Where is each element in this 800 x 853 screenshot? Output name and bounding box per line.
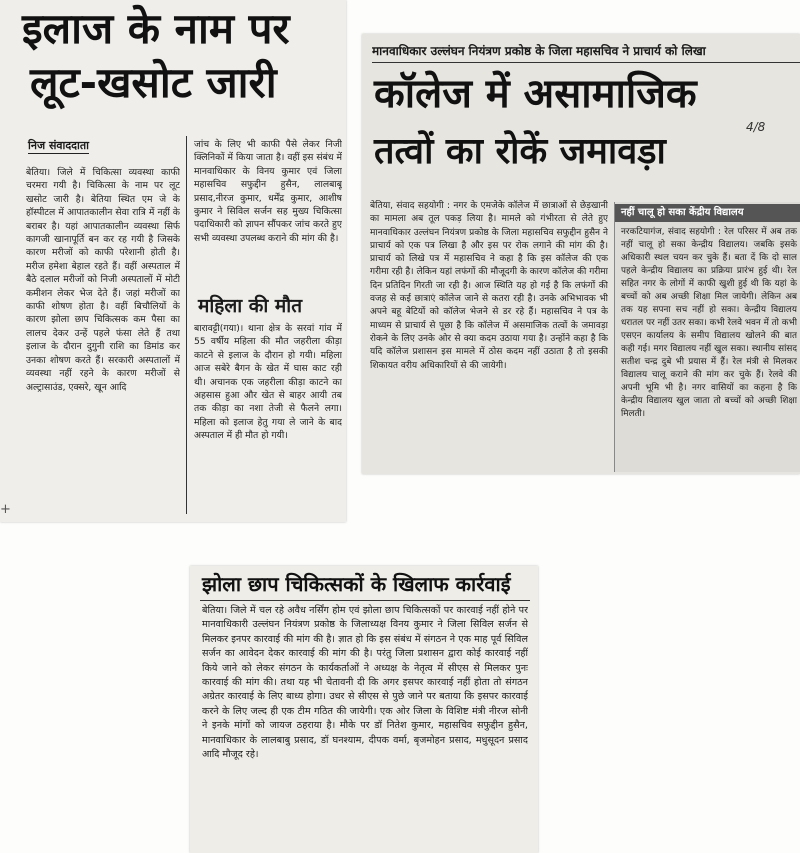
column-2-text: जांच के लिए भी काफी पैसे लेकर निजी क्लिनिकों में किया जाता है। वहीं इस संबंध में मानवाधिकार के विनय कुमार एवं जिला महासचिव सफुद्दीन हुसैन, लालबाबू प्रसाद,नीरज कुमार, धर्मेंद्र कुमार, आशीष कुमार ने सिविल सर्जन सह मुख्य चिकित्सा पदाधिकारी को ज्ञापन सौंपकर जांच करते हुए सभी व्यवस्था उपलब्ध कराने की मांग की है। (194, 139, 342, 244)
headline-line-1: कॉलेज में असामाजिक (374, 71, 697, 117)
page-mark: 4/8 (746, 120, 766, 134)
headline-line-1: इलाज के नाम पर (22, 4, 290, 53)
column-2-story-text: बारावट्टी(गया)। थाना क्षेत्र के सरवां गांव में 55 वर्षीय महिला की मौत जहरीला कीड़ा काटने से इलाज के दौरान हो गयी। महिला आज सबेरे बैगन के खेत में घास काट रही थी। अचानक एक जहरीला कीड़ा काटने का अहसास हुआ और खेत से बाहर आयी तब तक कीड़ा का नशा तेजी से फैलने लगा। महिला को इलाज हेतु गया ले जाने के बाद अस्पताल में ही मौत हो गयी। (194, 323, 342, 442)
sidebar-box (614, 202, 800, 472)
sidebar-body: नरकटियागंज, संवाद सहयोगी : रेल परिसर में अब तक नहीं चालू हो सका केन्द्रीय विद्यालय। जबकि इसके अधिकारी स्थल चयन कर चुके हैं। बता दें कि दो साल पहले केन्द्रीय विद्यालय का प्रक्रिया प्रारंभ हुई थी। रेल सहित नगर के लोगों में काफी खुशी हुई थी कि यहां के बच्चों को अब अच्छी शिक्षा मिल जायेगी। लेकिन अब तक यह सपना सच नहीं हो सका। केन्द्रीय विद्यालय धरातल पर नहीं उतर सका। कभी रेलवे भवन में तो कभी एसएन कार्यालय के समीप विद्यालय खोलने की बात कही गई। मगर विद्यालय नहीं खुल सका। स्थानीय सांसद सतीश चन्द्र दुबे भी प्रयास में हैं। रेल मंत्री से मिलकर विद्यालय चालू कराने की मांग कर चुके हैं। रेलवे की अपनी भूमि भी है। नगर वासियों का कहना है कि केन्द्रीय विद्यालय खुल जाता तो बच्चों को अच्छी शिक्षा मिलती। (621, 227, 797, 419)
clipping-quack-doctors (190, 566, 538, 853)
clipping-health-loot (0, 0, 346, 522)
sidebar-title: नहीं चालू हो सका केंद्रीय विद्यालय (615, 204, 800, 222)
byline: निज संवाददाता (28, 139, 89, 152)
kicker-rule (372, 62, 800, 63)
headline-line-2: लूट-खसोट जारी (30, 58, 277, 107)
article-body: बेतिया। जिले में चल रहे अवैध नर्सिंग होम एवं झोला छाप चिकित्सकों पर कारवाई नहीं होने पर मानवाधिकारी उल्लंघन नियंत्रण प्रकोष्ठ के जिलाध्यक्ष विनय कुमार ने जिला सिविल सर्जन से मिलकर इनपर कारवाई की मांग की है। ज्ञात हो कि इस संबंध में संगठन ने एक माह पूर्व सिविल सर्जन का आवेदन देकर कारवाई की मांग की है। परंतु जिला प्रशासन द्वारा कोई कारवाई नहीं किये जाने को लेकर संगठन के कार्यकर्ताओं ने अध्यक्ष के नेतृत्व में सीएस से मिलकर पुनः कारवाई की मांग की। तथा यह भी चेतावनी दी कि अगर इसपर कारवाई नहीं होता तो संगठन अग्रेतर कारवाई के लिए बाध्य होगा। उधर से सीएस से पुछे जाने पर बताया कि इसपर कारवाई करने के लिए जल्द ही एक टीम गठित की जायेगी। एक ओर जिला के विशिष्ट मंत्री नीरज सोनी ने इनके मांगों को जायज ठहराया है। मौके पर डॉ नितेश कुमार, महासचिव सफुद्दीन हुसैन, मानवाधिकार के लालबाबु प्रसाद, डॉ घनश्याम, दीपक वर्मा, बृजमोहन प्रसाद, मधुसूदन प्रसाद आदि मौजूद रहे। (202, 605, 528, 761)
column-1-text: बेतिया। जिले में चिकित्सा व्यवस्था काफी चरमरा गयी है। चिकित्सा के नाम पर लूट खसोट जारी है। बेतिया स्थित एम जे के हॉस्पीटल में आपातकालीन सेवा रात्रि में नहीं के बराबर है। यहां आपातकालीन व्यवस्था सिर्फ कागजी खानापूर्ति बन कर रह गयी है जिसके कारण मरीजों को काफी परेशानी होती है। मरीज हमेशा बेहाल रहते हैं। वहीं अस्पताल में बैठे दलाल मरीजों को निजी अस्पतालों में मोटी कमीशन लेकर भेज देते हैं। जहां मरीजों का काफी शोषण होता है। वहीं बिचौलियों के कारण झोला छाप चिकित्सक कम पैसा का लालच देकर उन्हें पहले फंसा लेते हैं तथा इलाज के दौरान दुगुनी राशि का डिमांड कर उनका शोषण करते हैं। सरकारी अस्पतालों में व्यवस्था नहीं रहने के कारण मरीजों से अल्ट्रासाउंड, एक्सरे, खून आदि (26, 167, 180, 393)
crop-mark: + (0, 502, 11, 517)
subheadline-woman-death: महिला की मौत (198, 295, 303, 317)
kicker-line: मानवाधिकार उल्लंघन नियंत्रण प्रकोष्ठ के जिला महासचिव ने प्राचार्य को लिखा (372, 44, 706, 58)
headline: झोला छाप चिकित्सकों के खिलाफ कार्रवाई (202, 572, 511, 596)
headline-rule (200, 600, 530, 601)
column-divider (186, 136, 187, 514)
article-body: बेतिया, संवाद सहयोगी : नगर के एमजेके कॉलेज में छात्राओं से छेड़खानी का मामला अब तूल पकड़ लिया है। मामले को गंभीरता से लेते हुए मानवाधिकार उल्लंघन नियंत्रण प्रकोष्ठ के जिला महासचिव सफुद्दीन हुसैन ने प्राचार्य को एक पत्र लिखा है और इस पर रोक लगाने की मांग की है। प्राचार्य को लिखे पत्र में महासचिव ने कहा है कि इस कॉलेज की एक गरीमा रही है। लेकिन यहां लफंगों की मौजूदगी के कारण कॉलेज की गरीमा दिन प्रतिदिन गिरती जा रही है। आज स्थिति यह हो गई है कि लफंगों की वजह से कई छात्राएं कॉलेज जाने से कतरा रही है। उनके अभिभावक भी अपने बहू बेटियों को कॉलेज भेजने से डर रहे हैं। महासचिव ने पत्र के माध्यम से प्राचार्य से पूछा है कि कॉलेज में असमाजिक तत्वों के जमावड़ा रोकने के लिए उनके ओर से क्या कदम उठाया गया है। उन्होंने कहा है कि यदि कॉलेज प्रशासन इस मामले में ठोस कदम नहीं उठाता है तो इसकी शिकायत वरीय अधिकारियों से की जायेगी। (370, 201, 608, 371)
clipping-college-elements (362, 34, 800, 474)
headline-line-2: तत्वों का रोकें जमावड़ा (374, 131, 666, 172)
